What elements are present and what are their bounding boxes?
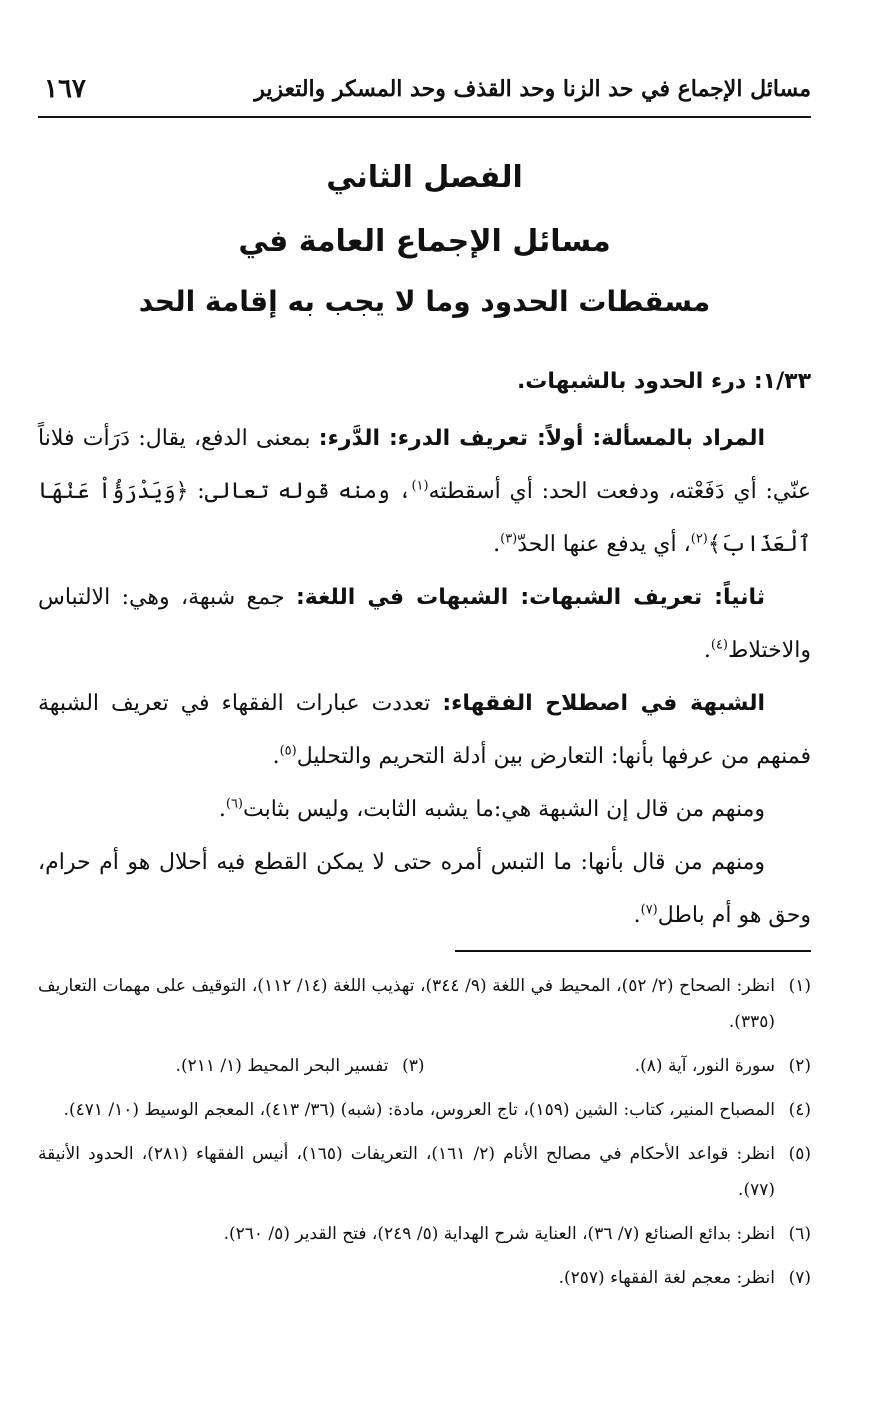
- footnote-ref: (٥): [279, 743, 297, 759]
- footnote-text: انظر: الصحاح (٢/ ٥٢)، المحيط في اللغة (٩/ ٣٤٤)، تهذيب اللغة (١٤/ ١١٢)، التوقيف على مهمات التعاريف (٣٣٥).: [38, 976, 775, 1032]
- body-text: [38, 412, 811, 942]
- paragraph-text: ومنهم من قال بأنها: ما التبس أمره حتى لا يمكن القطع فيه أحلال هو أم حرام، وحق هو أم باطل: [38, 850, 811, 928]
- paragraph-end: .: [493, 532, 501, 557]
- footnote-4: [38, 1092, 811, 1128]
- paragraph-text: بمعنى الدفع، يقال: دَرَأت فلاناً عنّي: أي دَفَعْته، ودفعت الحد: أي أسقطته: [38, 426, 811, 504]
- footnote-ref: (٤): [710, 637, 728, 653]
- paragraph-text: ومنهم من قال إن الشبهة هي:ما يشبه الثابت، وليس بثابت: [243, 797, 765, 822]
- paragraph-end: .: [633, 903, 641, 928]
- footnotes: [38, 968, 811, 1304]
- footnote-ref: (٦): [225, 796, 243, 812]
- footnote-number: (١): [788, 976, 811, 996]
- chapter-title-line1: مسائل الإجماع العامة في: [238, 224, 611, 259]
- paragraph-end: .: [272, 744, 280, 769]
- footnote-number: (٢): [788, 1056, 811, 1076]
- paragraph-text: ، أي يدفع عنها الحدّ: [517, 532, 691, 557]
- paragraph-technical-definition: [38, 677, 811, 783]
- paragraph-third-view: [38, 836, 811, 942]
- footnote-number: (٦): [788, 1224, 811, 1244]
- footnote-text: انظر: بدائع الصنائع (٧/ ٣٦)، العناية شرح الهداية (٥/ ٢٤٩)، فتح القدير (٥/ ٢٦٠).: [223, 1224, 775, 1244]
- paragraph-text: ، ومنه قوله تعالى: ﴿وَيَدْرَؤُاْ عَنْهَا ٱلْعَذَابَ﴾: [38, 479, 811, 557]
- paragraph-text: جمع شبهة، وهي: الالتباس والاختلاط: [38, 585, 811, 663]
- paragraph-second-view: [38, 783, 811, 836]
- paragraph-lead: ثانياً: تعريف الشبهات: الشبهات في اللغة:: [296, 585, 765, 610]
- footnote-number: (٤): [788, 1100, 811, 1120]
- chapter-heading: الفصل الثاني: [326, 160, 523, 195]
- footnote-5: [38, 1136, 811, 1208]
- paragraph-lead: المراد بالمسألة: أولاً: تعريف الدرء: الدَّرء:: [318, 426, 766, 451]
- footnote-number: (٧): [788, 1268, 811, 1288]
- footnote-ref: (٢): [690, 531, 708, 547]
- footnote-text: انظر: معجم لغة الفقهاء (٢٥٧).: [558, 1268, 775, 1288]
- section-title: ١/٣٣: درء الحدود بالشبهات.: [516, 369, 811, 394]
- footnote-ref: (٧): [640, 902, 658, 918]
- paragraph-lead: الشبهة في اصطلاح الفقهاء:: [442, 691, 765, 716]
- paragraph-definition-dar: [38, 412, 811, 571]
- footnote-text: سورة النور، آية (٨).: [634, 1056, 775, 1076]
- footnote-3: [38, 1048, 425, 1084]
- paragraph-end: .: [703, 638, 711, 663]
- page-number: ١٦٧: [44, 74, 86, 104]
- paragraph-text: تعددت عبارات الفقهاء في تعريف الشبهة فمنهم من عرفها بأنها: التعارض بين أدلة التحريم والتحليل: [38, 691, 811, 769]
- book-page: [38, 0, 811, 1409]
- footnote-text: تفسير البحر المحيط (١/ ٢١١).: [175, 1056, 389, 1076]
- paragraph-definition-shubuhat: [38, 571, 811, 677]
- running-header: [38, 74, 811, 110]
- footnote-number: (٥): [788, 1144, 811, 1164]
- footnote-1: [38, 968, 811, 1040]
- footnote-number: (٣): [402, 1056, 425, 1076]
- footnote-ref: (١): [411, 478, 429, 494]
- footnote-7: [38, 1260, 811, 1296]
- footnote-text: المصباح المنير، كتاب: الشين (١٥٩)، تاج العروس، مادة: (شبه) (٣٦/ ٤١٣)، المعجم الوسيط (١٠/ ٤٧١).: [63, 1100, 775, 1120]
- chapter-title-line2: مسقطات الحدود وما لا يجب به إقامة الحد: [138, 285, 711, 318]
- footnote-row-2-3: [38, 1048, 811, 1084]
- header-rule: [38, 116, 811, 118]
- footnote-ref: (٣): [500, 531, 518, 547]
- paragraph-end: .: [218, 797, 226, 822]
- footnote-6: [38, 1216, 811, 1252]
- footnote-2: [425, 1048, 812, 1084]
- running-title: مسائل الإجماع في حد الزنا وحد القذف وحد المسكر والتعزير: [254, 76, 811, 102]
- footnotes-rule: [455, 950, 811, 952]
- footnote-text: انظر: قواعد الأحكام في مصالح الأنام (٢/ ١٦١)، التعريفات (١٦٥)، أنيس الفقهاء (٢٨١)، الحدود الأنيقة (٧٧).: [38, 1144, 776, 1200]
